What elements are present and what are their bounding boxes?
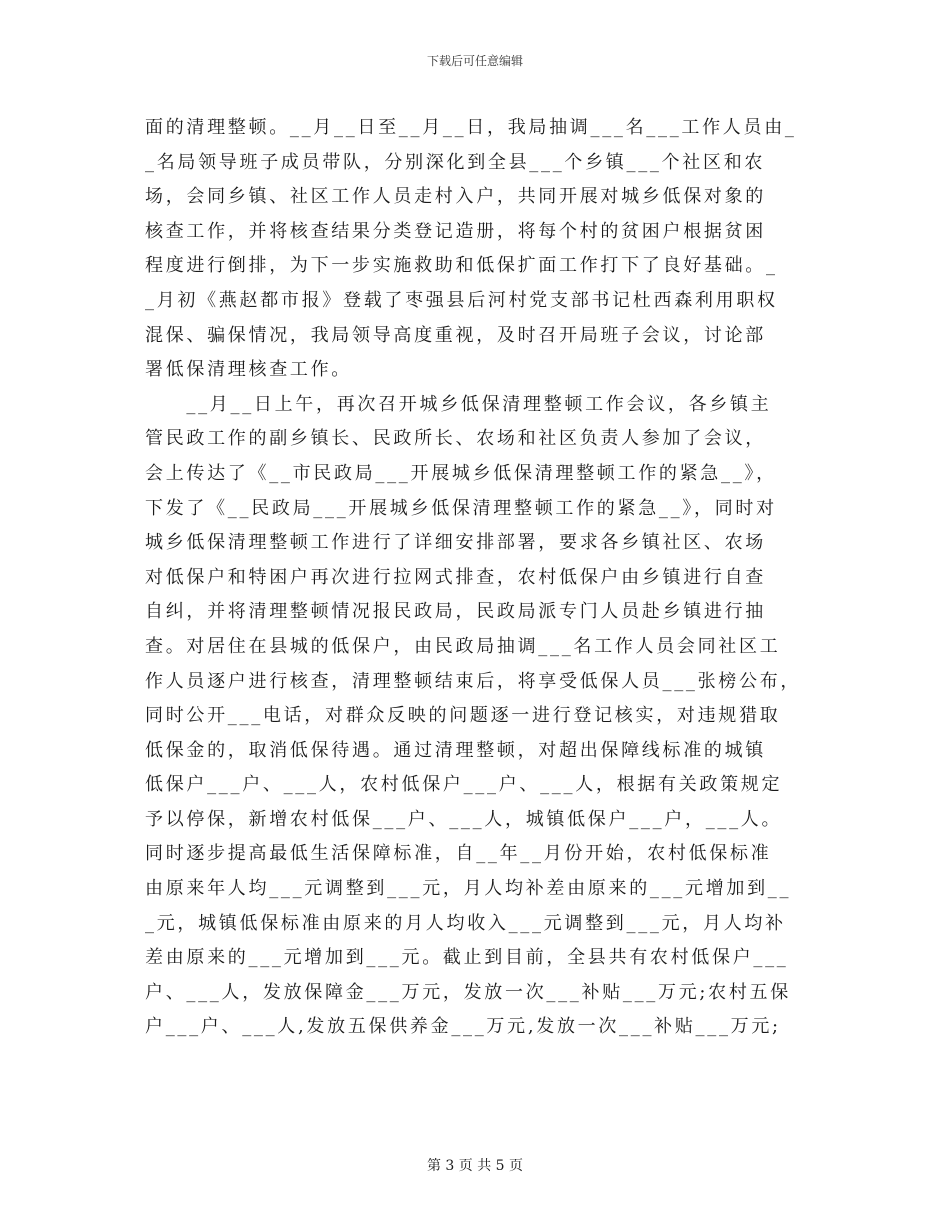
text-line: 同时逐步提高最低生活保障标准，自__年__月份开始，农村低保标准 [145, 843, 772, 865]
text-line: 署低保清理核查工作。 [145, 359, 352, 381]
text-line: 低保户___户、___人，农村低保户___户、___人，根据有关政策规定 [145, 774, 783, 796]
text-line: 混保、骗保情况，我局领导高度重视，及时召开局班子会议，讨论部 [145, 324, 766, 346]
text-line: 差由原来的___元增加到___元。截止到目前，全县共有农村低保户___ [145, 947, 789, 969]
text-line: 对低保户和特困户再次进行拉网式排查，农村低保户由乡镇进行自查 [145, 566, 766, 588]
document-body [145, 111, 805, 1045]
text-line: 查。对居住在县城的低保户，由民政局抽调___名工作人员会同社区工 [145, 635, 781, 657]
text-line: 低保金的，取消低保待遇。通过清理整顿，对超出保障线标准的城镇 [145, 739, 766, 761]
text-line: _名局领导班子成员带队，分别深化到全县___个乡镇___个社区和农 [145, 151, 766, 173]
text-line: 管民政工作的副乡镇长、民政所长、农场和社区负责人参加了会议， [145, 428, 766, 450]
text-line: 核查工作，并将核查结果分类登记造册，将每个村的贫困户根据贫困 [145, 220, 766, 242]
text-line: 户、___人，发放保障金___万元，发放一次___补贴___万元;农村五保 [145, 981, 791, 1003]
text-line: 户___户、___人,发放五保供养金___万元,发放一次___补贴___万元; [145, 1016, 781, 1038]
text-line: 予以停保，新增农村低保___户、___人，城镇低保户___户，___人。 [145, 808, 783, 830]
text-line: 由原来年人均___元调整到___元，月人均补差由原来的___元增加到__ [145, 878, 792, 900]
text-line: _元，城镇低保标准由原来的月人均收入___元调整到___元，月人均补 [145, 912, 786, 934]
page-header: 下载后可任意编辑 [426, 54, 523, 68]
text-line: 场，会同乡镇、社区工作人员走村入户，共同开展对城乡低保对象的 [145, 186, 766, 208]
page-number: 第 3 页 共 5 页 [426, 1158, 524, 1174]
text-line: 自纠，并将清理整顿情况报民政局，民政局派专门人员赴乡镇进行抽 [145, 601, 766, 623]
text-line: 作人员逐户进行核查，清理整顿结束后，将享受低保人员___张榜公布， [145, 670, 802, 692]
text-line: 会上传达了《__市民政局___开展城乡低保清理整顿工作的紧急__》， [145, 462, 777, 484]
text-line: 面的清理整顿。__月__日至__月__日，我局抽调___名___工作人员由_ [145, 117, 797, 138]
text-line: 同时公开___电话，对群众反映的问题逐一进行登记核实，对违规猎取 [145, 705, 781, 727]
text-line: 程度进行倒排，为下一步实施救助和低保扩面工作打下了良好基础。_ [145, 255, 778, 277]
text-line: 下发了《__民政局___开展城乡低保清理整顿工作的紧急__》，同时对 [145, 497, 777, 519]
text-line: __月__日上午，再次召开城乡低保清理整顿工作会议，各乡镇主 [145, 393, 772, 415]
text-line: _月初《燕赵都市报》登载了枣强县后河村党支部书记杜西森利用职权 [145, 289, 778, 311]
text-line: 城乡低保清理整顿工作进行了详细安排部署，要求各乡镇社区、农场 [145, 532, 766, 554]
